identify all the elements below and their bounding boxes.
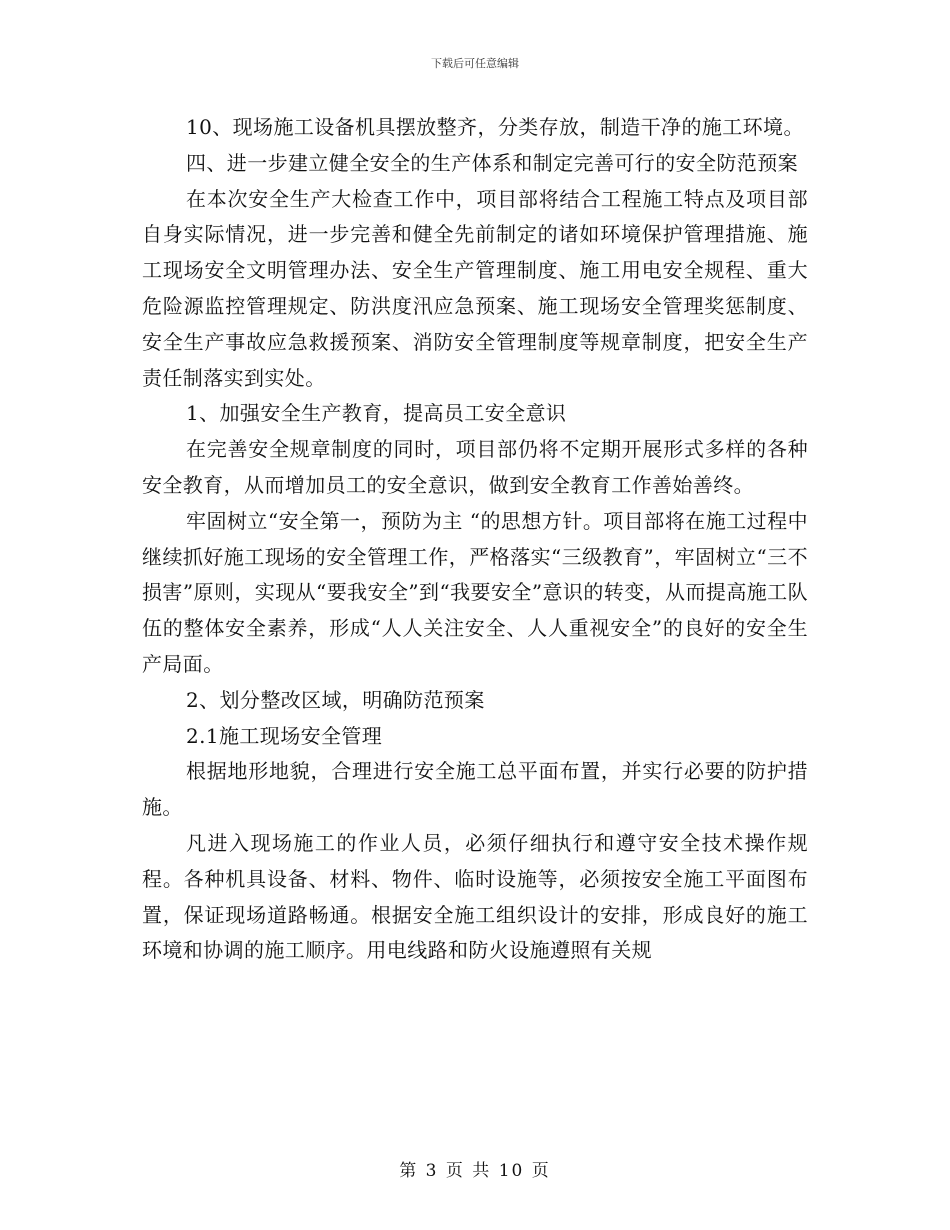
section-heading: 四、进一步建立健全安全的生产体系和制定完善可行的安全防范预案: [186, 150, 798, 175]
paragraph: 根据地形地貌，合理进行安全施工总平面布置，并实行必要的防护措施。: [142, 759, 808, 820]
subsection-heading: 2.1施工现场安全管理: [186, 723, 383, 748]
subsection-heading: 1、加强安全生产教育，提高员工安全意识: [186, 401, 567, 426]
page-footer: 第 3 页 共 10 页: [399, 1161, 551, 1181]
paragraph: 10、现场施工设备机具摆放整齐，分类存放，制造干净的施工环境。: [186, 115, 804, 139]
paragraph: 牢固树立“安全第一，预防为主 “的思想方针。项目部将在施工过程中继续抓好施工现场的安全管理工作，严格落实“三级教育”，牢固树立“三不损害”原则，实现从“要我安全”到“我要安全”意识的转变，从而提高施工队伍的整体安全素养，形成“人人关注安全、人人重视安全”的良好的安全生产局面。: [142, 508, 808, 676]
paragraph: 在本次安全生产大检查工作中，项目部将结合工程施工特点及项目部自身实际情况，进一步完善和健全先前制定的诸如环境保护管理措施、施工现场安全文明管理办法、安全生产管理制度、施工用电安全规程、重大危险源监控管理规定、防洪度汛应急预案、施工现场安全管理奖惩制度、安全生产事故应急救援预案、消防安全管理制度等规章制度，把安全生产责任制落实到实处。: [142, 186, 808, 390]
page-header: 下载后可任意编辑: [431, 57, 519, 70]
paragraph: 在完善安全规章制度的同时，项目部仍将不定期开展形式多样的各种安全教育，从而增加员工的安全意识，做到安全教育工作善始善终。: [142, 437, 808, 497]
document-body: [142, 110, 808, 969]
paragraph: 凡进入现场施工的作业人员，必须仔细执行和遵守安全技术操作规程。各种机具设备、材料、物件、临时设施等，必须按安全施工平面图布置，保证现场道路畅通。根据安全施工组织设计的安排，形成良好的施工环境和协调的施工顺序。用电线路和防火设施遵照有关规: [142, 830, 808, 963]
subsection-heading: 2、划分整改区域，明确防范预案: [186, 687, 485, 712]
